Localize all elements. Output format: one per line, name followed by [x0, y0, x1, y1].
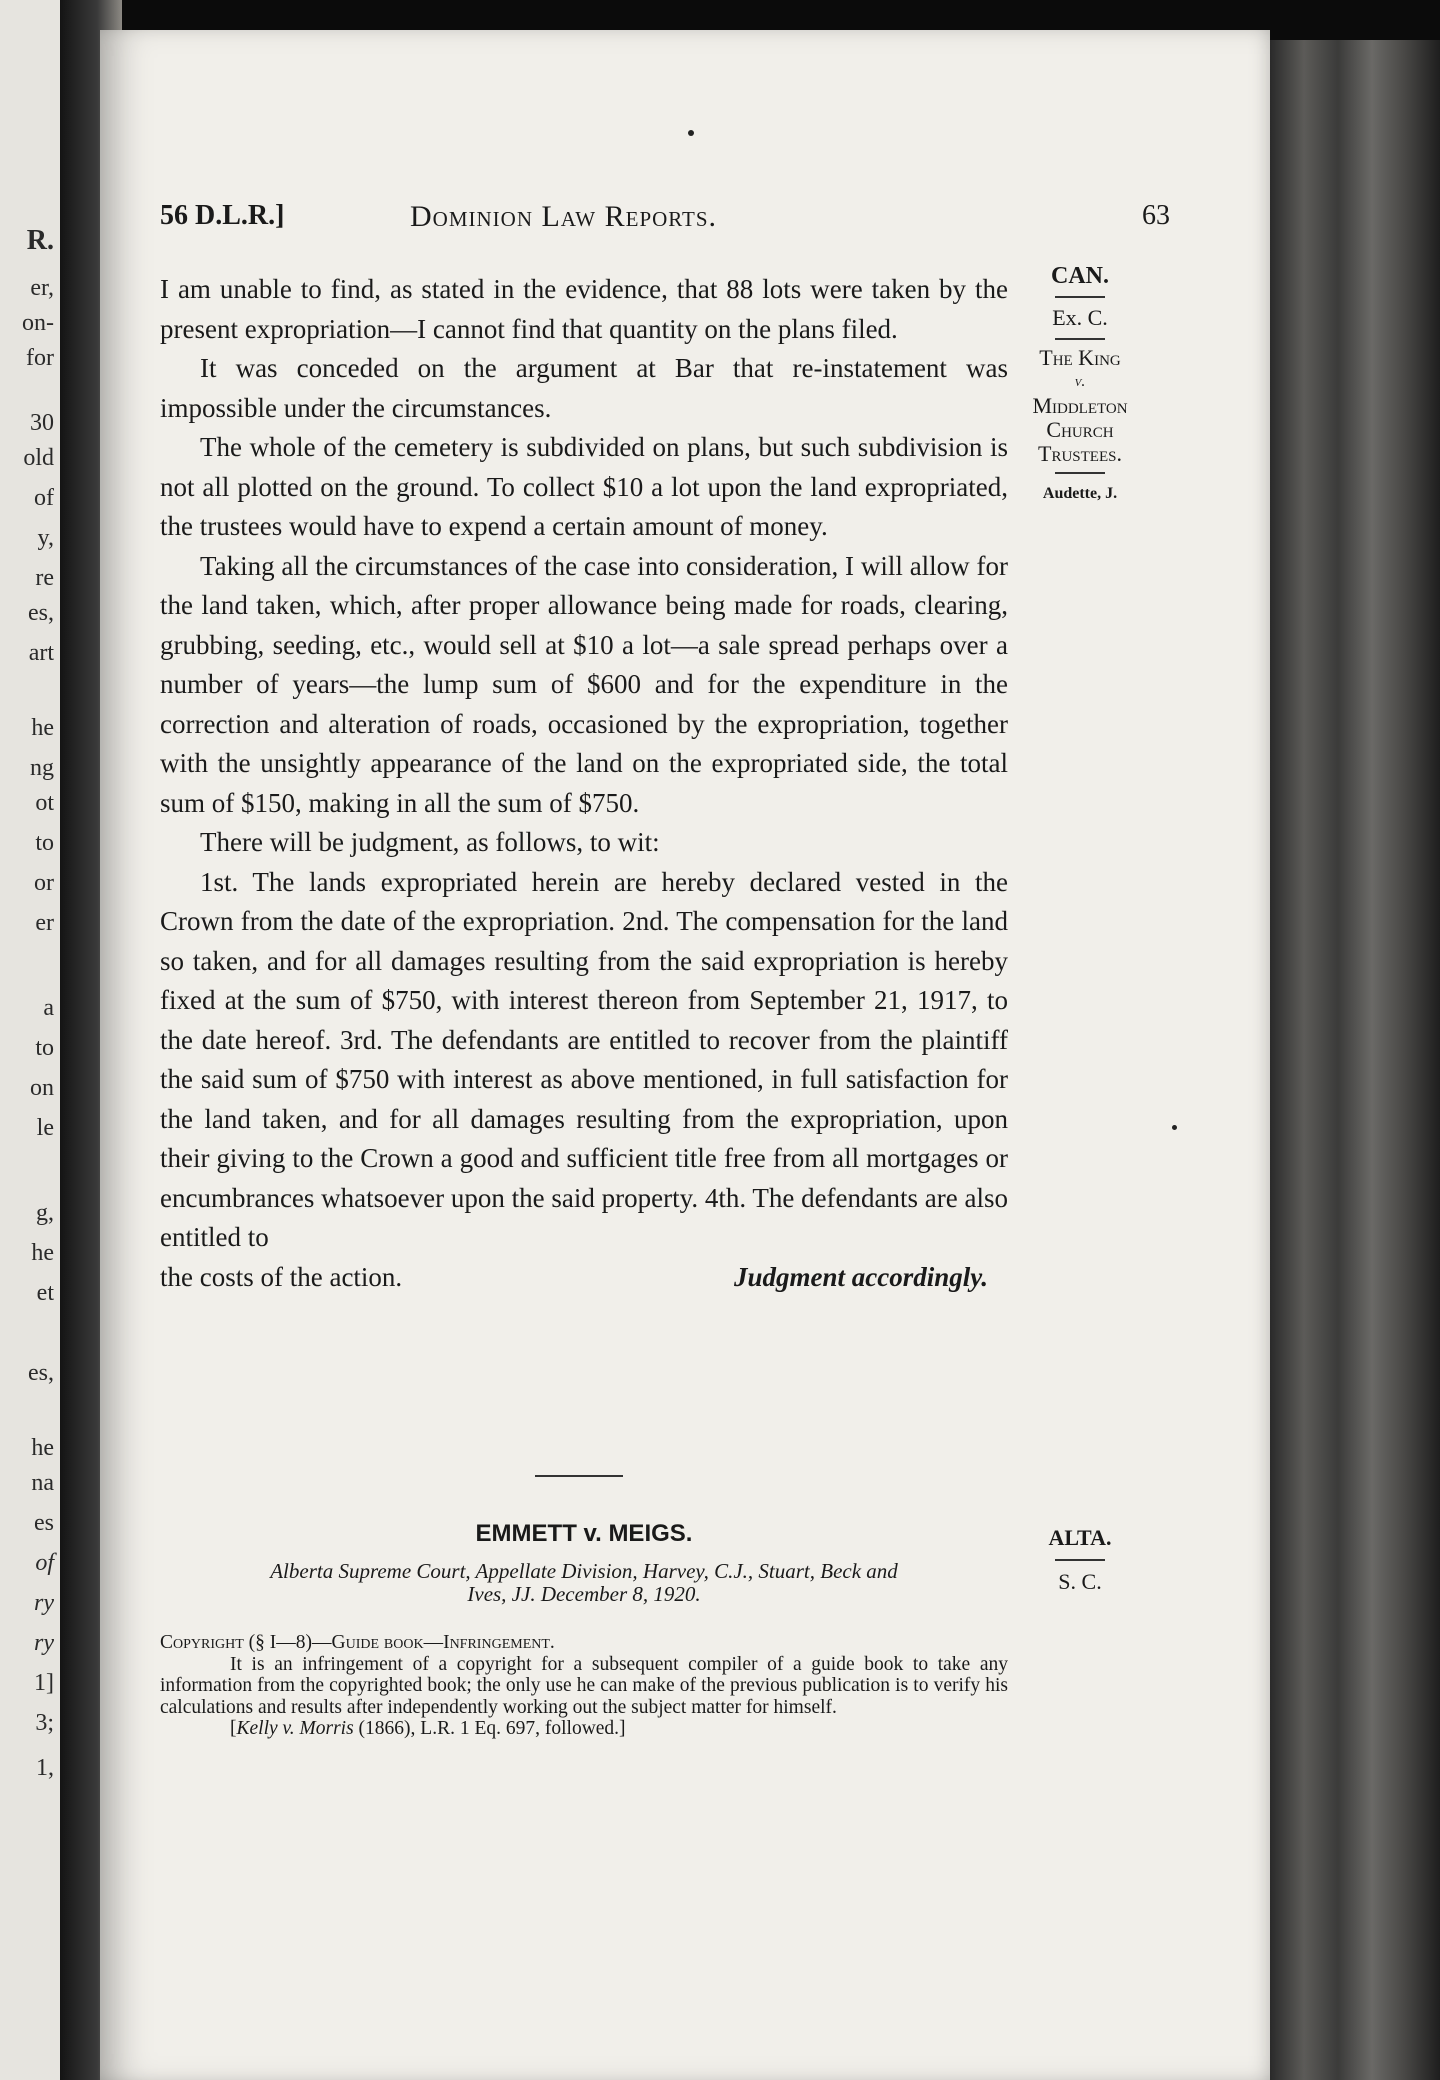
left-page-fragment: art [28, 640, 54, 666]
left-page-fragment: on- [22, 310, 54, 336]
left-page-fragment: to [35, 1035, 54, 1061]
paragraph: The whole of the cemetery is subdivided on plans, but such subdivision is not all plotted on the ground. To collect $10 a lot upon the land expropriated, the trustees would have to expend a certain amount of money. [160, 432, 1008, 541]
speck [1172, 1125, 1177, 1130]
report-title: Dominion Law Reports. [410, 200, 718, 233]
case-name-line: Trustees. [1038, 441, 1122, 466]
left-page-fragment: ry [34, 1590, 54, 1616]
page-number: 63 [1142, 200, 1170, 231]
paragraph: There will be judgment, as follows, to wit: [200, 827, 660, 857]
headnote-text: It is an infringement of a copyright for a subsequent compiler of a guide book to take any information from the copyrighted book; the only use he can make of the previous publication is to verify his calculations and results after independently working out the subject matter for himself. [160, 1653, 1008, 1718]
left-page-fragment: le [36, 1115, 54, 1141]
rule [1055, 296, 1105, 298]
left-page-fragment: of [34, 485, 54, 511]
left-page-fragment: of [35, 1550, 54, 1576]
judge-name: Audette, J. [1042, 485, 1118, 502]
left-page-fragment: g, [36, 1200, 54, 1226]
paragraph: I am unable to find, as stated in the evidence, that 88 lots were taken by the present expropriation—I cannot find that quantity on the plans filed. [160, 274, 1008, 344]
left-page-fragment: 3; [35, 1710, 54, 1736]
paragraph: Taking all the circumstances of the case into consideration, I will allow for the land taken, which, after proper allowance being made for roads, clearing, grubbing, seeding, etc., would sell at $10 a lot—a sale spread perhaps over a number of years—the lump sum of $600 and for the expenditure in the correction and alteration of roads, occasioned by the expropriation, together with the unsightly appearance of the land on the expropriated side, the total sum of $150, making in all the sum of $750. [160, 550, 1008, 818]
left-page-fragment: et [36, 1280, 54, 1306]
left-page-strip [0, 0, 60, 2080]
left-page-fragment: y, [37, 525, 54, 551]
left-page-fragment: on [30, 1075, 54, 1101]
jurisdiction-label: ALTA. [1048, 1525, 1112, 1550]
paragraph: 1st. The lands expropriated herein are hereby declared vested in the Crown from the date of the expropriation. 2nd. The compensation for the land so taken, and for all damages resulting from the said expropriation is hereby fixed at the sum of $750, with interest thereon from September 21, 1917, to the date hereof. 3rd. The defendants are entitled to recover from the plaintiff the said sum of $750 with interest as above mentioned, in full satisfaction for the land taken, and for all damages resulting from the expropriation, upon their giving to the Crown a good and sufficient title free from all mortgages or encumbrances whatsoever upon the said property. 4th. The defendants are also entitled to [160, 866, 1008, 1252]
headnote-topic: Copyright (§ I—8)—Guide book—Infringement. [160, 1632, 555, 1653]
left-page-fragment: or [34, 870, 54, 896]
left-page-fragment: 1, [36, 1755, 54, 1781]
court-line [160, 1560, 1008, 1606]
book-page-edges [1270, 40, 1440, 2080]
court-label: Ex. C. [1052, 305, 1108, 330]
case-name-line: Middleton [1032, 393, 1128, 418]
left-page-fragment: a [43, 995, 54, 1021]
margin-note-top [1010, 262, 1150, 508]
running-header [160, 200, 1170, 240]
left-page-fragment: 30 [30, 410, 54, 436]
left-page-fragment: 1] [34, 1670, 54, 1696]
case-name-line: Church [1046, 417, 1114, 442]
left-page-fragment: er, [30, 275, 54, 301]
left-page-fragment: he [31, 1435, 54, 1461]
left-page-fragment: ry [34, 1630, 54, 1656]
margin-note-bottom [1010, 1525, 1150, 1595]
court-line-2: Ives, JJ. December 8, 1920. [467, 1582, 701, 1606]
left-page-fragment: R. [26, 225, 54, 256]
rule [1055, 1559, 1105, 1561]
left-page-fragment: es, [28, 600, 54, 626]
speck [688, 130, 694, 136]
case-name-line: The King [1039, 345, 1121, 370]
headnote [160, 1632, 1008, 1740]
left-page-fragment: for [26, 345, 54, 371]
left-page-fragment: he [31, 1240, 54, 1266]
left-page-fragment: ot [35, 790, 54, 816]
left-page-fragment: er [35, 910, 54, 936]
jurisdiction-label: CAN. [1051, 263, 1109, 289]
section-divider [535, 1475, 623, 1477]
citation-bracket: [ [230, 1718, 237, 1739]
volume-reference: 56 D.L.R.] [160, 200, 285, 231]
left-page-fragment: na [31, 1470, 54, 1496]
case-title: EMMETT v. MEIGS. [475, 1520, 693, 1547]
left-page-fragment: to [35, 830, 54, 856]
left-page-fragment: re [35, 565, 54, 591]
citation-case: Kelly v. Morris [236, 1718, 354, 1739]
citation-rest: (1866), L.R. 1 Eq. 697, followed.] [358, 1718, 626, 1739]
court-line-1: Alberta Supreme Court, Appellate Division, Harvey, C.J., Stuart, Beck and [270, 1559, 898, 1583]
closing-text: the costs of the action. [160, 1261, 403, 1292]
rule [1055, 472, 1105, 474]
paragraph: It was conceded on the argument at Bar that re-instatement was impossible under the circumstances. [160, 353, 1008, 423]
left-page-fragment: es, [28, 1360, 54, 1386]
closing-line [160, 1258, 1008, 1298]
rule [1055, 338, 1105, 340]
headnote-citation [160, 1718, 1008, 1740]
judgment-body [160, 270, 1008, 1297]
left-page-fragment: old [23, 445, 54, 471]
left-page-fragment: ng [30, 755, 54, 781]
judgment-result: Judgment accordingly. [734, 1261, 988, 1292]
court-label: S. C. [1058, 1569, 1102, 1594]
left-page-fragment: he [31, 715, 54, 741]
case-name-line: v. [1074, 373, 1086, 390]
left-page-fragment: es [34, 1510, 54, 1536]
